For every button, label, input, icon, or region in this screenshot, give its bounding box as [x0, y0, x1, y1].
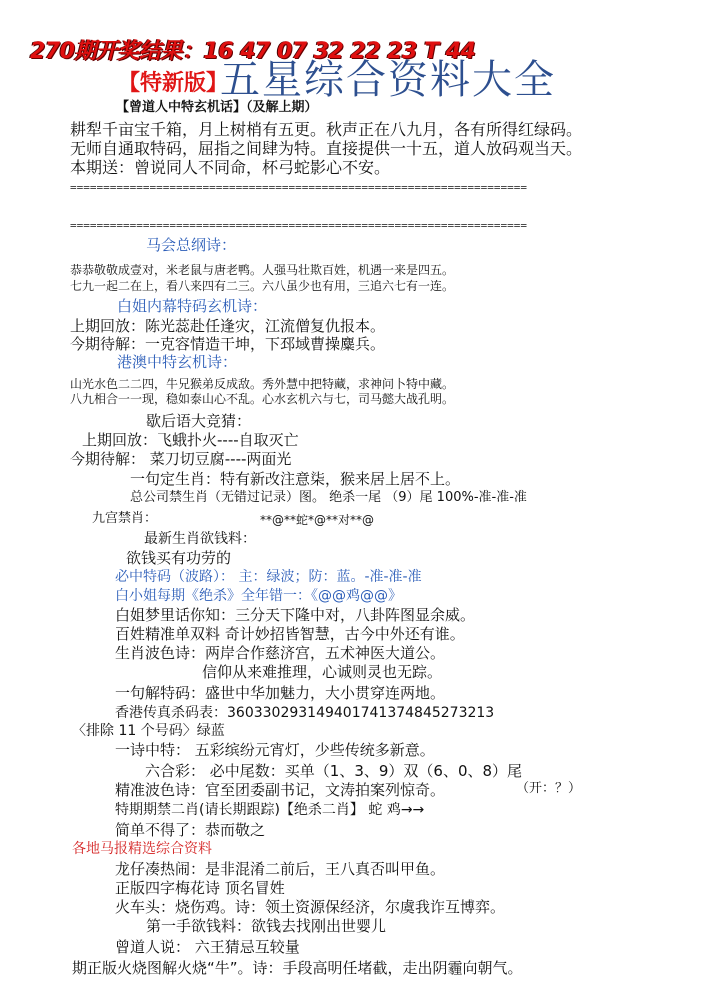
verse-line: 耕犁千亩宝千箱，月上树梢有五更。秋声正在八九月，各有所得红绿码。 — [70, 120, 583, 139]
verse-line: 上期回放：飞蛾扑火----自取灭亡 — [82, 431, 299, 449]
verse-line: 香港传真杀码表：360330293149401741374845273213 — [115, 705, 495, 721]
verse-line: 特期期禁二肖(请长期跟踪)【绝杀二肖】 蛇 鸡→→ — [115, 802, 425, 818]
verse-line: 山光水色二二四，牛兄猴弟反成敌。秀外慧中把特藏，求神问卜特中藏。 — [70, 377, 455, 391]
section-heading: 白姐内幕特码玄机诗： — [117, 297, 268, 315]
separator-line: ===================================================================== — [70, 181, 527, 194]
page-title: 五星综合资料大全 — [220, 57, 556, 103]
text-segment: ；防：蓝。-准-准-准 — [294, 569, 422, 585]
verse-line: 〈排除 11 个号码〉绿蓝 — [72, 723, 225, 739]
verse-line: 上期回放：陈光蕊赴任逢灾，江流僧复仇报本。 — [70, 317, 386, 335]
text-segment: 必中特码（波路）： 主：绿 — [115, 569, 281, 585]
section-heading: 港澳中特玄机诗： — [117, 353, 238, 371]
verse-line: 恭恭敬敬成壹对，米老鼠与唐老鸭。人强马壮欺百姓，机遇一来是四五。 — [70, 263, 455, 277]
verse-line: 生肖波色诗：两岸合作慈济宫，五术神医大道公。 — [115, 644, 446, 662]
verse-line: 第一手欲钱料：欲钱去找刚出世婴儿 — [146, 917, 387, 935]
text-segment: 波 — [280, 569, 295, 585]
verse-line: 今期待解：一克容情造干坤，下邳域曹操麋兵。 — [70, 335, 386, 353]
separator-line: ===================================================================== — [70, 219, 527, 232]
verse-line: 本期送：曾说同人不同命，杯弓蛇影心不安。 — [70, 158, 391, 177]
verse-line: 七九一起二在上，看八来四有二三。六八虽少也有用，三追六七有一连。 — [70, 279, 455, 293]
verse-line: 期正版火烧图解火烧“牛”。诗：手段高明任堵截，走出阴霾向朝气。 — [72, 959, 523, 977]
verse-line — [115, 569, 422, 585]
verse-line: 简单不得了：恭而敬之 — [115, 821, 266, 839]
verse-line: 龙仔凑热闹：是非混淆二前后，王八真否叫甲鱼。 — [115, 860, 446, 878]
result-placeholder: （开：？） — [516, 781, 582, 796]
verse-line: 白小姐每期《绝杀》全年错一：《@@鸡@@》 — [115, 588, 402, 604]
verse-line: 火车头：烧伤鸡。诗：领土资源保经济，尔虞我诈互博弈。 — [115, 898, 506, 916]
verse-line: 一句定生肖：特有新改注意柒，猴来居上居不上。 — [130, 470, 461, 488]
section-heading-zeng: 【曾道人中特玄机话】（及解上期） — [116, 100, 318, 115]
verse-line: 一句解特码：盛世中华加魅力，大小贯穿连两地。 — [115, 684, 446, 702]
verse-line: 六合彩： 必中尾数：买单（1、3、9）双（6、0、8）尾 — [145, 762, 523, 780]
edition-badge: 【特新版】 — [118, 71, 229, 96]
verse-line: 信仰从来难推理，心诚则灵也无踪。 — [202, 663, 443, 681]
verse-line: 精准波色诗：官至团委副书记，文涛拍案列惊奇。 — [115, 781, 446, 799]
section-heading: 各地马报精选综合资料 — [72, 841, 212, 857]
section-heading: 歇后语大竞猜： — [146, 412, 252, 430]
verse-line: 正版四字梅花诗 顶名冒姓 — [115, 879, 285, 897]
verse-line: 无师自通取特码，屈指之间肆为特。直接提供一十五，道人放码观当天。 — [70, 139, 583, 158]
verse-line: 曾道人说： 六王猜忌互较量 — [115, 938, 300, 956]
verse-line: 八九相合一一现，稳如泰山心不乱。心水玄机六与七，司马懿大战孔明。 — [70, 392, 455, 406]
verse-line: 欲钱买有功劳的 — [126, 549, 232, 567]
verse-line: 总公司禁生肖（无错过记录）图。 绝杀一尾 （9）尾 100%-准-准-准 — [130, 490, 527, 505]
pattern-text: **@**蛇*@**对**@ — [260, 513, 375, 527]
verse-line: 一诗中特： 五彩缤纷元宵灯，少些传统多新意。 — [115, 741, 435, 759]
label: 九宫禁肖： — [92, 511, 158, 526]
verse-line: 今期待解： 菜刀切豆腐----两面光 — [70, 450, 292, 468]
verse-line: 白姐梦里话你知：三分天下隆中对，八卦阵图显余威。 — [115, 606, 476, 624]
verse-line: 百姓精准单双料 奇计妙招皆智慧，古今中外还有谁。 — [115, 625, 465, 643]
draw-result-headline: 270期开奖结果：16 47 07 32 22 23 T 44 — [30, 39, 476, 64]
section-heading: 最新生肖欲钱料： — [144, 531, 256, 547]
section-heading: 马会总纲诗： — [146, 236, 237, 254]
